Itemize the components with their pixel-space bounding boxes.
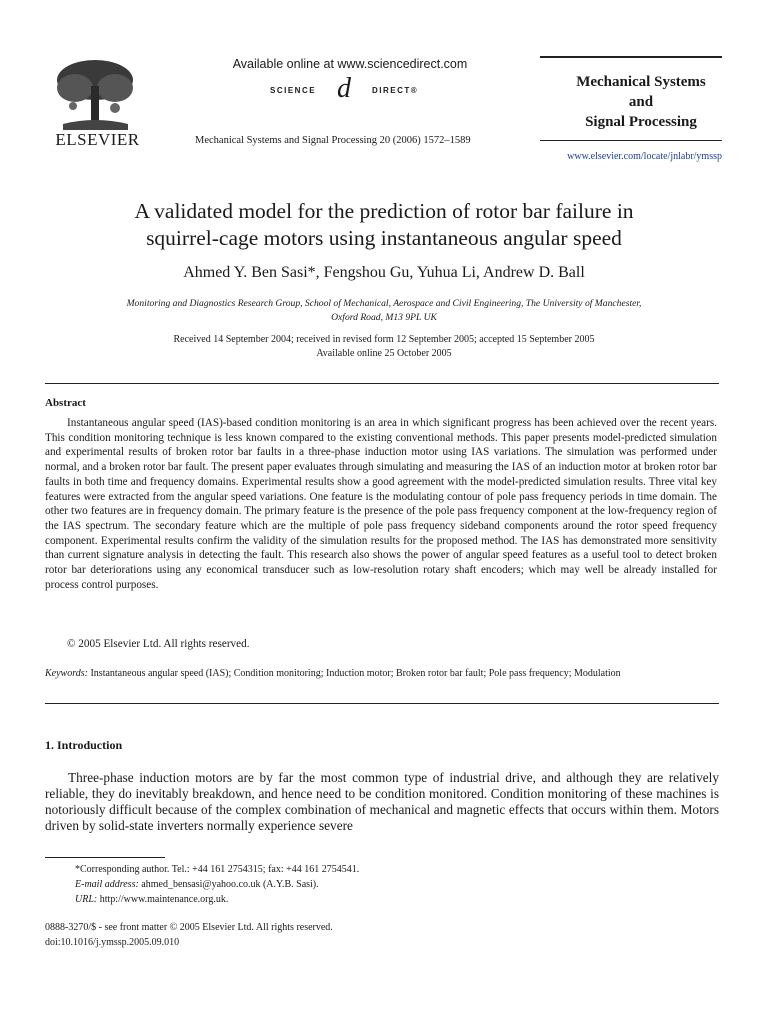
abstract-bottom-rule [45,703,719,704]
url-note [45,892,719,907]
corresponding-author-note: *Corresponding author. Tel.: +44 161 2754315; fax: +44 161 2754541. [75,864,360,875]
affiliation-line: Oxford Road, M13 9PL UK [331,312,437,323]
keywords-list: Instantaneous angular speed (IAS); Condition monitoring; Induction motor; Broken rotor bar fault; Pole pass frequency; Modulation [90,668,621,679]
journal-name-line: Mechanical Systems [576,74,706,90]
article-title [40,198,728,252]
title-line: squirrel-cage motors using instantaneous angular speed [146,226,622,250]
journal-url-link[interactable]: www.elsevier.com/locate/jnlabr/ymssp [567,151,722,162]
abstract-body: Instantaneous angular speed (IAS)-based condition monitoring is an area in which significant progress has been achieved over the recent years. This condition monitoring technique is less known compared to the existing conventional methods. This paper presents model-predicted simulation and experimental results of broken rotor bar faults in a three-phase induction motor using IAS variations. The simulation was performed under normal, and a broken rotor bar fault. The present paper evaluates through simulating and measuring the IAS of an induction motor at broken rotor bar faults in both time and frequency domains. Experimental results show a good agreement with the model-predicted simulation results. Three vital key features were extracted from the angular speed variations. One feature is the modulating contour of pole pass frequency periods in time domain. The other two features are in frequency domain. The primary feature is the presence of the pole pass frequency component at the low-frequency region of the IAS spectrum. The secondary feature which are the multiple of pole pass frequency sideband components around the rotor speed frequency component. Experimental results confirm the validity of the simulation results for the proposed method. The IAS has demonstrated more sensitivity than current signature analysis in detecting the fault. This research also shows the power of angular speed features as a useful tool to detect broken rotor bar deteriorations using any economical transducer such as low-resolution rotary shaft encoders; which may well be already installed for process control purposes. [45,417,717,591]
issn-line: 0888-3270/$ - see front matter © 2005 Elsevier Ltd. All rights reserved. [45,922,333,933]
doi-line[interactable]: doi:10.1016/j.ymssp.2005.09.010 [45,937,180,948]
url-label: URL: [75,894,98,905]
journal-name-line: Signal Processing [585,114,697,130]
abstract-copyright: © 2005 Elsevier Ltd. All rights reserved. [67,638,250,650]
journal-name-line: and [628,94,654,110]
available-online-text: Available online at www.sciencedirect.com [232,57,468,71]
footnote-rule [45,857,165,858]
email-note [45,877,719,892]
page-footer [45,920,333,950]
keywords [45,667,717,681]
author-list: Ahmed Y. Ben Sasi*, Fengshou Gu, Yuhua Li, Andrew D. Ball [183,264,585,281]
footnotes [45,862,719,907]
abstract-heading: Abstract [45,397,86,409]
journal-name [540,72,742,132]
affiliation [60,297,708,325]
online-date: Available online 25 October 2005 [316,348,452,359]
received-dates: Received 14 September 2004; received in revised form 12 September 2005; accepted 15 September 2005 [173,334,595,345]
journal-citation: Mechanical Systems and Signal Processing 20 (2006) 1572–1589 [195,135,471,146]
journal-box-bottom-rule [540,140,722,141]
journal-box-top-rule [540,56,722,58]
email-address[interactable]: ahmed_bensasi@yahoo.co.uk (A.Y.B. Sasi). [141,879,319,890]
abstract-top-rule [45,383,719,384]
sciencedirect-logo-mark: d [337,73,351,104]
email-label: E-mail address: [75,879,139,890]
affiliation-line: Monitoring and Diagnostics Research Group, School of Mechanical, Aerospace and Civil Engineering, The University of Manchester, [126,298,642,309]
article-dates [40,333,728,361]
sciencedirect-right: DIRECT® [372,86,419,95]
author-url-link[interactable]: http://www.maintenance.org.uk. [99,894,229,905]
introduction-paragraph: Three-phase induction motors are by far the most common type of industrial drive, and although they are relatively reliable, they do inevitably breakdown, and hence need to be condition monitored. Condition monitoring of these machines is notoriously difficult because of the complex combination of mechanical and magnetic effects that occurs within them. Motors driven by solid-state inverters normally experience severe [45,770,719,833]
sciencedirect-left: SCIENCE [270,86,317,95]
keywords-label: Keywords: [45,668,88,679]
section-heading-introduction: 1. Introduction [45,738,123,752]
publisher-logo-text: ELSEVIER [55,130,140,149]
title-line: A validated model for the prediction of rotor bar failure in [134,199,634,223]
